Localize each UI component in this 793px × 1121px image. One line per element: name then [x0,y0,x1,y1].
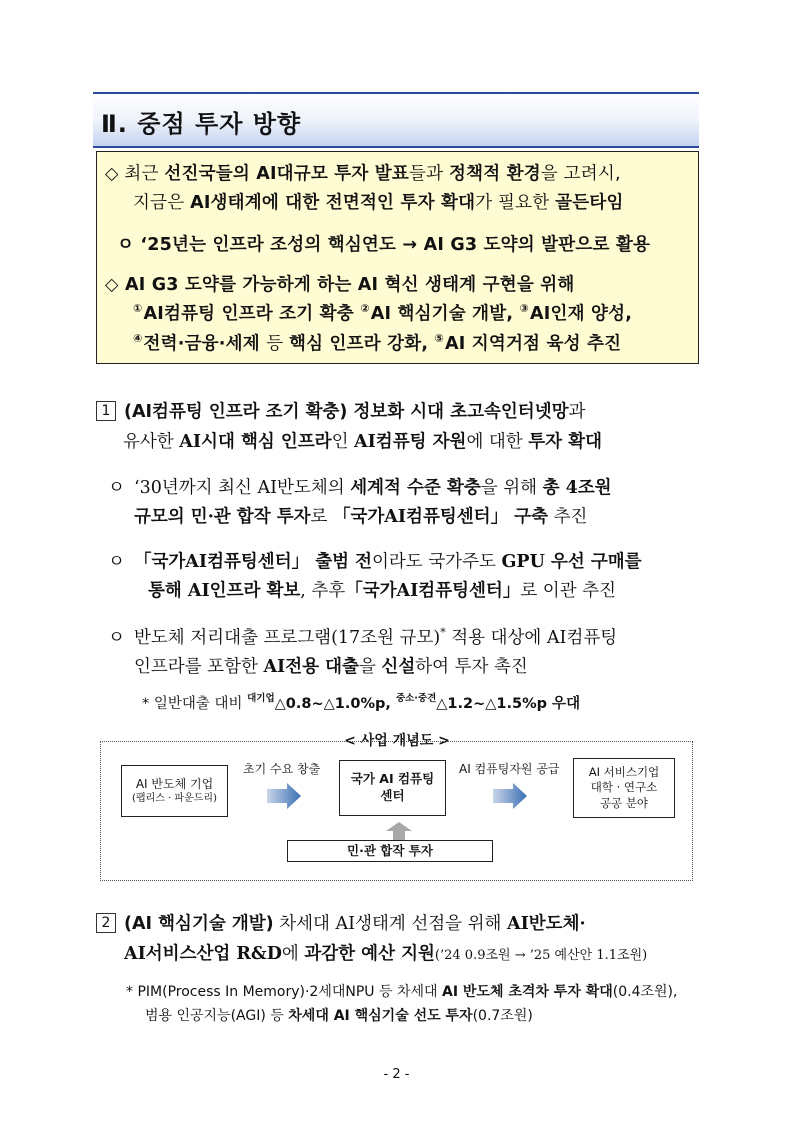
summary-line-6: ④전력·금융·세제 등 핵심 인프라 강화, ⑤AI 지역거점 육성 추진 [133,332,622,354]
item1-bullet-1-line-1: ㅇ ‘30년까지 최신 AI반도체의 세계적 수준 확충을 위해 총 4조원 [108,474,612,499]
item2-number: 2 [96,913,116,933]
item2-footnote-1: * PIM(Process In Memory)·2세대NPU 등 차세대 AI 반도체 초격차 투자 확대(0.4조원), [126,984,678,1000]
diagram-semiconductor-box: AI 반도체 기업 (팹리스 · 파운드리) [121,765,228,817]
item1-footnote: * 일반대출 대비 $^{대기업}$△0.8~△1.0%p, $^{중소\cdot 중견}$△1.2~△1.5%p 우대 [142,693,581,712]
item1-heading-2: 유사한 AI시대 핵심 인프라인 AI컴퓨팅 자원에 대한 투자 확대 [123,432,602,452]
diagram-investment-box: 민·관 합작 투자 [287,840,493,862]
diagram-center-box: 국가 AI 컴퓨팅 센터 [339,760,446,816]
bullet-icon: ㅇ [108,552,125,572]
item1-heading-1: 1 (AI컴퓨팅 인프라 조기 확충) 정보화 시대 초고속인터넷망과 [96,398,585,423]
arrow-right-icon [493,783,527,809]
item2-heading-2: AI서비스산업 R&D에 과감한 예산 지원(’24 0.9조원 → ’25 예산안 1.1조원) [124,944,648,964]
diagram-label-supply: AI 컴퓨팅자원 공급 [459,762,560,776]
summary-line-4: ◇ AI G3 도약를 가능하게 하는 AI 혁신 생태계 구현을 위해 [105,275,575,295]
summary-line-5: ①AI컴퓨팅 인프라 조기 확충 ②AI 핵심기술 개발, ③AI인재 양성, [133,302,633,324]
bullet-icon: ㅇ [108,628,125,648]
section-title: Ⅱ. 중점 투자 방향 [101,110,302,138]
page-number: - 2 - [383,1067,410,1082]
summary-line-2: 지금은 AI생태계에 대한 전면적인 투자 확대가 필요한 골든타임 [133,193,624,213]
item1-number: 1 [96,401,116,421]
bullet-icon: ㅇ [108,478,125,498]
section-header [93,92,699,148]
concept-diagram [100,741,693,881]
summary-line-3: ㅇ ‘25년는 인프라 조성의 핵심연도 → AI G3 도약의 발판으로 활용 [117,235,651,255]
diagram-service-box: AI 서비스기업 대학 · 연구소 공공 분야 [573,758,675,818]
summary-box [96,151,699,364]
item2-heading-1: 2 (AI 핵심기술 개발) 차세대 AI생태계 선점을 위해 AI반도체· [96,910,586,935]
item1-bullet-1-line-2: 규모의 민·관 합작 투자로 「국가AI컴퓨팅센터」 구축 추진 [134,507,588,527]
item1-bullet-2-line-1: ㅇ 「국가AI컴퓨팅센터」 출범 전이라도 국가주도 GPU 우선 구매를 [108,548,642,573]
diagram-label-demand: 초기 수요 창출 [243,762,321,776]
arrow-right-icon [267,783,301,809]
item1-bullet-3-line-1: ㅇ 반도체 저리대출 프로그램(17조원 규모)* 적용 대상에 AI컴퓨팅 [108,626,618,648]
diagram-title: < 사업 개념도 > [331,731,463,751]
item1-bullet-3-line-2: 인프라를 포함한 AI전용 대출을 신설하여 투자 촉진 [134,657,528,677]
item1-bullet-2-line-2: 통해 AI인프라 확보, 추후「국가AI컴퓨팅센터」로 이관 추진 [148,581,616,601]
arrow-up-icon [386,822,412,840]
summary-line-1: ◇ 최근 선진국들의 AI대규모 투자 발표들과 정책적 환경을 고려시, [105,164,621,184]
item2-footnote-2: 범용 인공지능(AGI) 등 차세대 AI 핵심기술 선도 투자(0.7조원) [145,1008,533,1024]
